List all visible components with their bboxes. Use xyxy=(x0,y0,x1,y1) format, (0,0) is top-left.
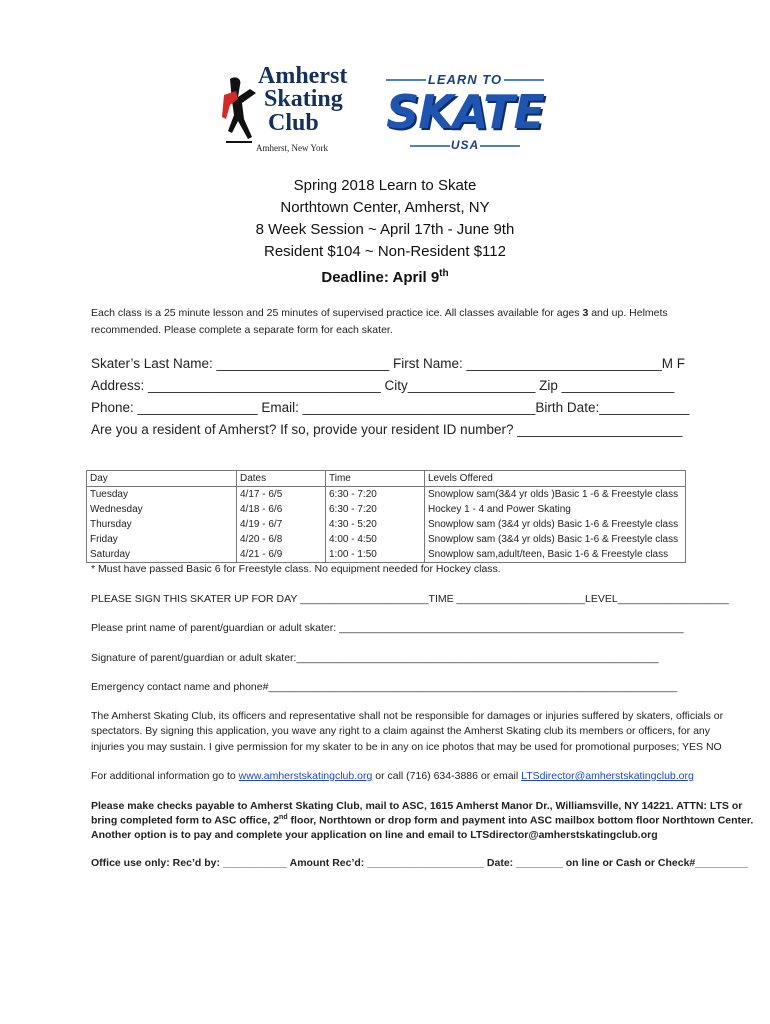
lts-logo-bottom: USA xyxy=(450,138,480,152)
waiver-line3: injuries you may sustain. I give permission for my skater to be in any on ice photos that may be used for promotional purposes; YES NO xyxy=(91,741,722,753)
payment-line1: Please make checks payable to Amherst Skating Club, mail to ASC, 1615 Amherst Manor Dr., Williamsville, NY 14221. ATTN: LTS or xyxy=(91,800,743,812)
header-day: Day xyxy=(87,471,237,487)
parent-signature-line[interactable]: Signature of parent/guardian or adult skater:______________________________________________________________ xyxy=(91,652,659,664)
skaters-silhouette-icon xyxy=(222,75,262,147)
dates-friday: 4/20 - 6/8 xyxy=(240,534,283,545)
intro-line1 xyxy=(91,307,668,319)
cell-levels xyxy=(425,487,686,563)
signup-day-time-level[interactable]: PLEASE SIGN THIS SKATER UP FOR DAY ______________________TIME ______________________LEVEL___________________ xyxy=(91,593,729,605)
time-wednesday: 6:30 - 7:20 xyxy=(329,504,377,515)
club-logo-line1: Amherst xyxy=(258,63,348,89)
session-location: Northtown Center, Amherst, NY xyxy=(280,199,490,216)
header-levels: Levels Offered xyxy=(425,471,686,487)
payment-line2-a: bring completed form to ASC office, 2 xyxy=(91,814,280,827)
waiver-line2: spectators. By signing this application, you wave any right to a claim against the Amherst Skating club its members or officers, for any xyxy=(91,725,711,737)
learn-to-skate-usa-logo xyxy=(372,72,558,158)
session-dates: 8 Week Session ~ April 17th - June 9th xyxy=(255,221,515,238)
deadline-suffix: th xyxy=(439,268,449,279)
day-friday: Friday xyxy=(90,534,118,545)
intro-line2: recommended. Please complete a separate form for each skater. xyxy=(91,324,393,336)
day-thursday: Thursday xyxy=(90,519,132,530)
cell-time xyxy=(326,487,425,563)
class-schedule-table xyxy=(86,470,686,563)
day-saturday: Saturday xyxy=(90,549,131,560)
club-logo-line2: Skating xyxy=(264,86,343,112)
cell-day xyxy=(87,487,237,563)
phone-email-birthdate-row[interactable]: Phone: ________________ Email: _______________________________Birth Date:____________ xyxy=(91,400,690,415)
address-row[interactable]: Address: _______________________________ City_________________ Zip _______________ xyxy=(91,378,675,393)
payment-line2-b: floor, Northtown or drop form and payment into ASC mailbox bottom floor Northtown Center. xyxy=(287,814,754,827)
dates-wednesday: 4/18 - 6/6 xyxy=(240,504,283,515)
session-title: Spring 2018 Learn to Skate xyxy=(293,177,477,194)
levels-saturday: Snowplow sam,adult/teen, Basic 1-6 & Freestyle class xyxy=(428,549,669,560)
header-dates: Dates xyxy=(237,471,326,487)
time-tuesday: 6:30 - 7:20 xyxy=(329,489,377,500)
additional-info xyxy=(91,770,694,782)
payment-line2 xyxy=(91,814,753,827)
emergency-contact-line[interactable]: Emergency contact name and phone#______________________________________________________________________ xyxy=(91,681,678,693)
dates-saturday: 4/21 - 6/9 xyxy=(240,549,283,560)
office-use-line: Office use only: Rec’d by: ___________ Amount Rec’d: ____________________ Date: ________ on line or Cash or Check#_________ xyxy=(91,857,748,869)
levels-wednesday: Hockey 1 - 4 and Power Skating xyxy=(428,504,571,515)
levels-tuesday: Snowplow sam(3&4 yr olds )Basic 1 -6 & Freestyle class xyxy=(428,489,679,500)
deadline xyxy=(0,263,770,289)
levels-friday: Snowplow sam (3&4 yr olds) Basic 1-6 & Freestyle class xyxy=(428,534,679,545)
table-header-row xyxy=(87,471,686,487)
header-time: Time xyxy=(326,471,425,487)
cell-dates xyxy=(237,487,326,563)
resident-id-row[interactable]: Are you a resident of Amherst? If so, provide your resident ID number? ______________________ xyxy=(91,422,683,437)
info-middle: or call (716) 634-3886 or email xyxy=(372,770,522,782)
levels-thursday: Snowplow sam (3&4 yr olds) Basic 1-6 & Freestyle class xyxy=(428,519,679,530)
time-saturday: 1:00 - 1:50 xyxy=(329,549,377,560)
payment-line2-sup: nd xyxy=(279,814,288,821)
dates-tuesday: 4/17 - 6/5 xyxy=(240,489,283,500)
email-link[interactable]: LTSdirector@amherstskatingclub.org xyxy=(521,770,694,782)
dates-thursday: 4/19 - 6/7 xyxy=(240,519,283,530)
time-friday: 4:00 - 4:50 xyxy=(329,534,377,545)
table-footnote: * Must have passed Basic 6 for Freestyle class. No equipment needed for Hockey class. xyxy=(91,563,501,575)
parent-name-line[interactable]: Please print name of parent/guardian or adult skater: ___________________________________________________________ xyxy=(91,622,684,634)
waiver-line1: The Amherst Skating Club, its officers and representative shall not be responsible for damages or injuries suffered by skaters, officials or xyxy=(91,710,724,722)
website-link[interactable]: www.amherstskatingclub.org xyxy=(238,770,373,782)
table-row xyxy=(87,487,686,563)
lts-logo-top: LEARN TO xyxy=(427,72,503,87)
intro-text-a: Each class is a 25 minute lesson and 25 minutes of supervised practice ice. All classes available for ages xyxy=(91,307,583,319)
intro-age: 3 xyxy=(582,307,589,319)
skater-name-row[interactable]: Skater’s Last Name: _______________________ First Name: __________________________M F xyxy=(91,356,685,371)
club-logo-location: Amherst, New York xyxy=(256,143,328,153)
day-tuesday: Tuesday xyxy=(90,489,128,500)
lts-logo-main: SKATE xyxy=(386,85,544,139)
day-wednesday: Wednesday xyxy=(90,504,143,515)
club-logo-line3: Club xyxy=(268,110,319,136)
info-prefix: For additional information go to xyxy=(91,770,239,782)
time-thursday: 4:30 - 5:20 xyxy=(329,519,377,530)
session-prices: Resident $104 ~ Non-Resident $112 xyxy=(264,243,506,260)
payment-line3: Another option is to pay and complete your application on line and email to LTSdirector@amherstskatingclub.org xyxy=(91,829,658,841)
intro-text-c: and up. Helmets xyxy=(588,307,668,319)
amherst-skating-club-logo xyxy=(222,63,366,159)
deadline-text: Deadline: April 9 xyxy=(321,269,440,286)
